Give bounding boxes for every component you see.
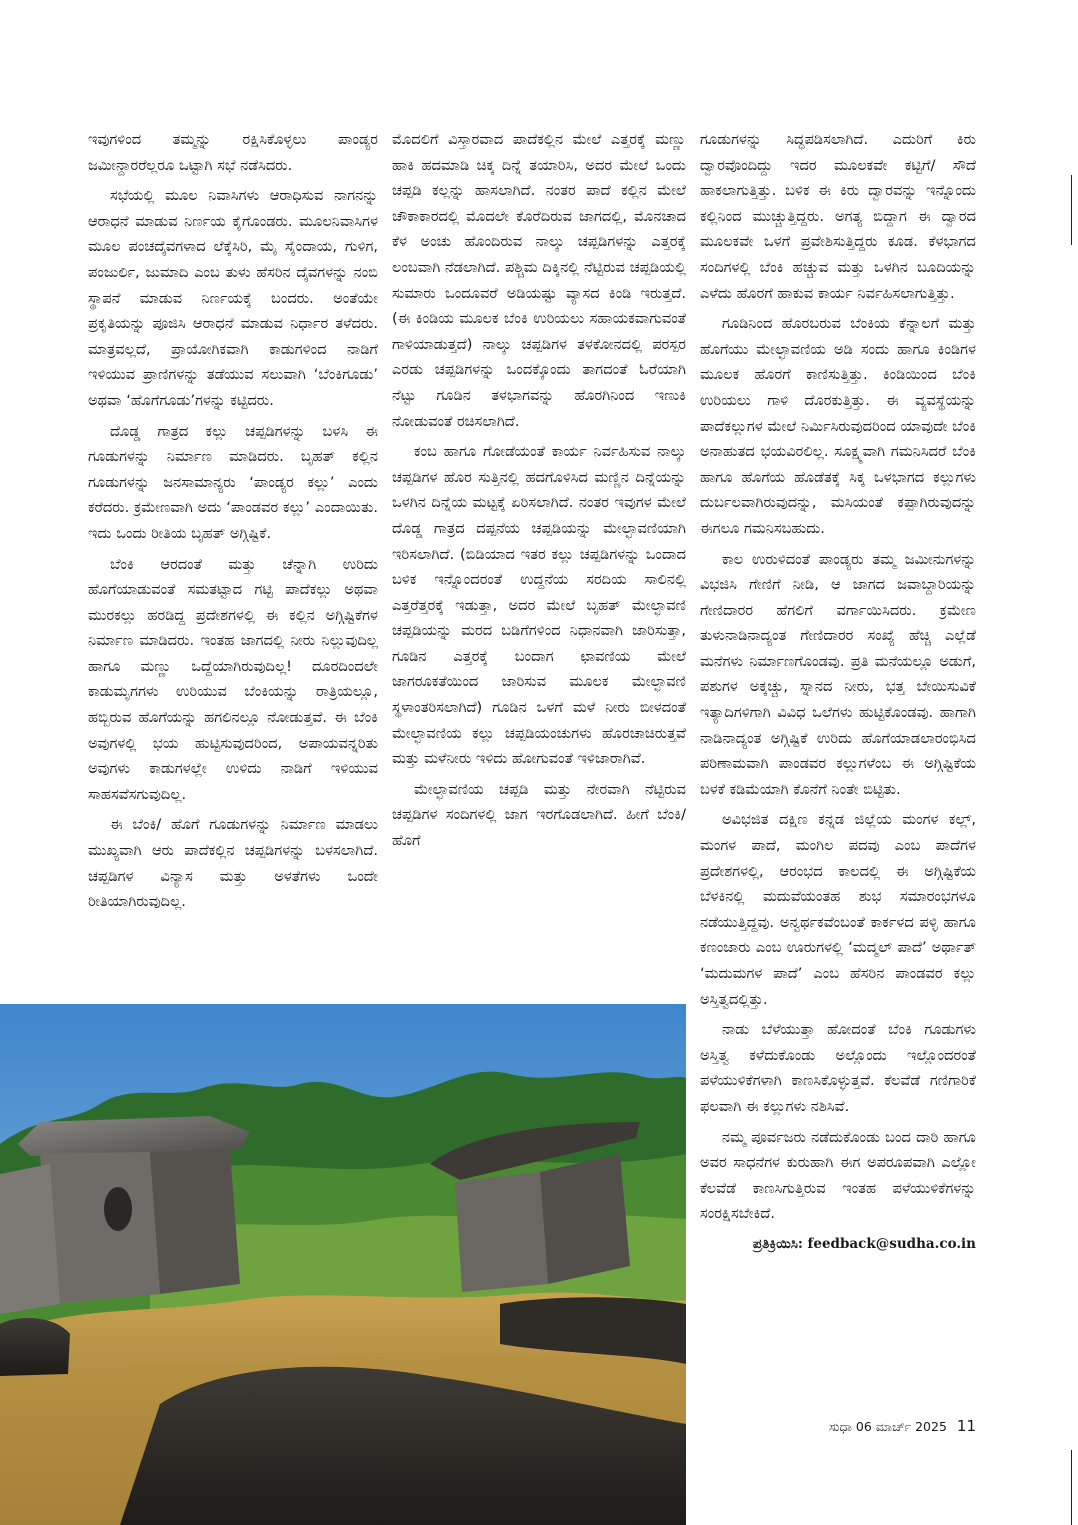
paragraph: ಈ ಬೆಂಕಿ/ ಹೊಗೆ ಗೂಡುಗಳನ್ನು ನಿರ್ಮಾಣ ಮಾಡಲು ಮುಖ್ಯವಾಗಿ ಆರು ಪಾದೆಕಲ್ಲಿನ ಚಪ್ಪಡಿಗಳನ್ನು ಬಳಸಲಾಗಿದೆ. ಚಪ್ಪಡಿಗಳ ವಿನ್ಯಾಸ ಮತ್ತು ಅಳತೆಗಳು ಒಂದೇ ರೀತಿಯಾಗಿರುವುದಿಲ್ಲ. [88,816,378,911]
paragraph: ಕಾಲ ಉರುಳಿದಂತೆ ಪಾಂಡ್ಯರು ತಮ್ಮ ಜಮೀನುಗಳನ್ನು ವಿಭಜಿಸಿ ಗೇಣಿಗೆ ನೀಡಿ, ಆ ಜಾಗದ ಜವಾಬ್ದಾರಿಯನ್ನು ಗೇಣಿದಾರರ ಹೆಗಲಿಗೆ ವರ್ಗಾಯಿಸಿದರು. ಕ್ರಮೇಣ ತುಳುನಾಡಿನಾದ್ಯಂತ ಗೇಣಿದಾರರ ಸಂಖ್ಯೆ ಹೆಚ್ಚಿ ಎಲ್ಲೆಡೆ ಮನೆಗಳು ನಿರ್ಮಾಣಗೊಂಡವು. ಪ್ರತಿ ಮನೆಯಲ್ಲೂ ಅಡುಗೆ, ಪಶುಗಳ ಅಕ್ಕಚ್ಚು, ಸ್ನಾನದ ನೀರು, ಭತ್ತ ಬೇಯಿಸುವಿಕೆ ಇತ್ಯಾದಿಗಳಿಗಾಗಿ ವಿವಿಧ ಒಲೆಗಳು ಹುಟ್ಟಿಕೊಂಡವು. ಹಾಗಾಗಿ ನಾಡಿನಾದ್ಯಂತ ಅಗ್ಗಿಷ್ಟಿಕೆ ಉರಿದು ಹೊಗೆಯಾಡಲಾರಂಭಿಸಿದ ಪರಿಣಾಮವಾಗಿ ಪಾಂಡವರ ಕಲ್ಲುಗಳೆಂಬ ಈ ಅಗ್ಗಿಷ್ಟಿಕೆಯ ಬಳಕೆ ಕಡಿಮೆಯಾಗಿ ಕೊನೆಗೆ ನಿಂತೇ ಬಿಟ್ಟಿತು. [700,550,976,798]
paragraph: ದೊಡ್ಡ ಗಾತ್ರದ ಕಲ್ಲು ಚಪ್ಪಡಿಗಳನ್ನು ಬಳಸಿ ಈ ಗೂಡುಗಳನ್ನು ನಿರ್ಮಾಣ ಮಾಡಿದರು. ಬೃಹತ್ ಕಲ್ಲಿನ ಗೂಡುಗಳನ್ನು ಜನಸಾಮಾನ್ಯರು ‘ಪಾಂಡ್ಯರ ಕಲ್ಲು’ ಎಂದು ಕರೆದರು. ಕ್ರಮೇಣವಾಗಿ ಅದು ‘ಪಾಂಡವರ ಕಲ್ಲು’ ಎಂದಾಯಿತು. ಇದು ಒಂದು ರೀತಿಯ ಬೃಹತ್ ಅಗ್ಗಿಷ್ಟಿಕೆ. [88,422,378,542]
magazine-date: ಸುಧಾ 06 ಮಾರ್ಚ್ 2025 [828,1419,947,1434]
article-column-3 [700,127,976,1258]
paragraph: ಬೆಂಕಿ ಆರದಂತೆ ಮತ್ತು ಚೆನ್ನಾಗಿ ಉರಿದು ಹೊಗೆಯಾಡುವಂತೆ ಸಮತಟ್ಟಾದ ಗಟ್ಟಿ ಪಾದೆಕಲ್ಲು ಅಥವಾ ಮುರಕಲ್ಲು ಹರಡಿದ್ದ ಪ್ರದೇಶಗಳಲ್ಲಿ ಈ ಕಲ್ಲಿನ ಅಗ್ಗಿಷ್ಟಿಕೆಗಳ ನಿರ್ಮಾಣ ಮಾಡಿದರು. ಇಂತಹ ಜಾಗದಲ್ಲಿ ನೀರು ನಿಲ್ಲುವುದಿಲ್ಲ ಹಾಗೂ ಮಣ್ಣು ಒದ್ದೆಯಾಗಿರುವುದಿಲ್ಲ! ದೂರದಿಂದಲೇ ಕಾಡುಮೃಗಗಳು ಉರಿಯುವ ಬೆಂಕಿಯನ್ನು ರಾತ್ರಿಯಲ್ಲೂ, ಹಬ್ಬಿರುವ ಹೊಗೆಯನ್ನು ಹಗಲಿನಲ್ಲೂ ನೋಡುತ್ತವೆ. ಈ ಬೆಂಕಿ ಅವುಗಳಲ್ಲಿ ಭಯ ಹುಟ್ಟಿಸುವುದರಿಂದ, ಅಪಾಯವನ್ನರಿತು ಅವುಗಳು ಕಾಡುಗಳಲ್ಲೇ ಉಳಿದು ನಾಡಿಗೆ ಇಳಿಯುವ ಸಾಹಸವೆಸಗುವುದಿಲ್ಲ. [88,555,378,803]
paragraph: ಇವುಗಳಿಂದ ತಮ್ಮನ್ನು ರಕ್ಷಿಸಿಕೊಳ್ಳಲು ಪಾಂಡ್ಯರ ಜಮೀನ್ದಾರರೆಲ್ಲರೂ ಒಟ್ಟಾಗಿ ಸಭೆ ನಡೆಸಿದರು. [88,131,378,174]
article-column-2 [392,127,686,859]
paragraph: ಮೊದಲಿಗೆ ವಿಸ್ತಾರವಾದ ಪಾದೆಕಲ್ಲಿನ ಮೇಲೆ ಎತ್ತರಕ್ಕೆ ಮಣ್ಣು ಹಾಕಿ ಹದಮಾಡಿ ಚಿಕ್ಕ ದಿನ್ನೆ ತಯಾರಿಸಿ, ಅದರ ಮೇಲೆ ಒಂದು ಚಪ್ಪಡಿ ಕಲ್ಲನ್ನು ಹಾಸಲಾಗಿದೆ. ನಂತರ ಪಾದೆ ಕಲ್ಲಿನ ಮೇಲೆ ಚೌಕಾಕಾರದಲ್ಲಿ ಮೊದಲೇ ಕೊರೆದಿರುವ ಜಾಗದಲ್ಲಿ, ಮೊನಚಾದ ಕೆಳ ಅಂಚು ಹೊಂದಿರುವ ನಾಲ್ಕು ಚಪ್ಪಡಿಗಳನ್ನು ಎತ್ತರಕ್ಕೆ ಲಂಬವಾಗಿ ನೆಡಲಾಗಿದೆ. ಪಶ್ಚಿಮ ದಿಕ್ಕಿನಲ್ಲಿ ನೆಟ್ಟಿರುವ ಚಪ್ಪಡಿಯಲ್ಲಿ ಸುಮಾರು ಒಂದೂವರೆ ಅಡಿಯಷ್ಟು ವ್ಯಾಸದ ಕಿಂಡಿ ಇರುತ್ತದೆ. (ಈ ಕಿಂಡಿಯ ಮೂಲಕ ಬೆಂಕಿ ಉರಿಯಲು ಸಹಾಯಕವಾಗುವಂತೆ ಗಾಳಿಯಾಡುತ್ತದೆ) ನಾಲ್ಕು ಚಪ್ಪಡಿಗಳ ತಳಕೋನದಲ್ಲಿ ಪರಸ್ಪರ ಎರಡು ಚಪ್ಪಡಿಗಳನ್ನು ಒಂದಕ್ಕೊಂದು ತಾಗದಂತೆ ಓರೆಯಾಗಿ ನೆಟ್ಟು ಗೂಡಿನ ತಳಭಾಗವನ್ನು ಹೊರಗಿನಿಂದ ಇಣುಕಿ ನೋಡುವಂತೆ ರಚಿಸಲಾಗಿದೆ. [392,131,686,430]
paragraph: ಮೇಲ್ಛಾವಣಿಯ ಚಪ್ಪಡಿ ಮತ್ತು ನೇರವಾಗಿ ನೆಟ್ಟಿರುವ ಚಪ್ಪಡಿಗಳ ಸಂದಿಗಳಲ್ಲಿ ಜಾಗ ಇರಗೊಡಲಾಗಿದೆ. ಹೀಗೆ ಬೆಂಕಿ/ಹೊಗೆ [392,780,686,850]
paragraph: ನಾಡು ಬೆಳೆಯುತ್ತಾ ಹೋದಂತೆ ಬೆಂಕಿ ಗೂಡುಗಳು ಅಸ್ತಿತ್ವ ಕಳೆದುಕೊಂಡು ಅಲ್ಲೊಂದು ಇಲ್ಲೊಂದರಂತೆ ಪಳೆಯುಳಿಕೆಗಳಾಗಿ ಕಾಣಸಿಕೊಳ್ಳುತ್ತವೆ. ಕೆಲವೆಡೆ ಗಣಿಗಾರಿಕೆ ಫಲವಾಗಿ ಈ ಕಲ್ಲುಗಳು ನಶಿಸಿವೆ. [700,1021,976,1115]
crop-mark [1071,1450,1072,1525]
paragraph: ಅವಿಭಜಿತ ದಕ್ಷಿಣ ಕನ್ನಡ ಜಿಲ್ಲೆಯ ಮಂಗಳ ಕಲ್ಲ್, ಮಂಗಳ ಪಾದೆ, ಮಂಗಿಲ ಪದವು ಎಂಬ ಪಾದೆಗಳ ಪ್ರದೇಶಗಳಲ್ಲಿ, ಆರಂಭದ ಕಾಲದಲ್ಲಿ ಈ ಅಗ್ಗಿಷ್ಟಿಕೆಯ ಬೆಳಕಿನಲ್ಲಿ ಮದುವೆಯಂತಹ ಶುಭ ಸಮಾರಂಭಗಳೂ ನಡೆಯುತ್ತಿದ್ದವು. ಅನ್ವರ್ಥಕವೆಂಬಂತೆ ಕಾರ್ಕಳದ ಪಳ್ಳಿ ಹಾಗೂ ಕಣಂಜಾರು ಎಂಬ ಊರುಗಳಲ್ಲಿ ‘ಮದ್ಮಲ್ ಪಾದೆ’ ಅರ್ಥಾತ್ ‘ಮದುಮಗಳ ಪಾದೆ’ ಎಂಬ ಹೆಸರಿನ ಪಾಂಡವರ ಕಲ್ಲು ಅಸ್ತಿತ್ವದಲ್ಲಿತ್ತು. [700,811,976,1008]
paragraph: ಕಂಬ ಹಾಗೂ ಗೋಡೆಯಂತೆ ಕಾರ್ಯ ನಿರ್ವಹಿಸುವ ನಾಲ್ಕು ಚಪ್ಪಡಿಗಳ ಹೊರ ಸುತ್ತಿನಲ್ಲಿ ಹದಗೊಳಿಸಿದ ಮಣ್ಣಿನ ದಿನ್ನೆಯನ್ನು ಒಳಗಿನ ದಿನ್ನೆಯ ಮಟ್ಟಕ್ಕೆ ಏರಿಸಲಾಗಿದೆ. ನಂತರ ಇವುಗಳ ಮೇಲೆ ದೊಡ್ಡ ಗಾತ್ರದ ದಪ್ಪನೆಯ ಚಪ್ಪಡಿಯನ್ನು ಮೇಲ್ಛಾವಣಿಯಾಗಿ ಇರಿಸಲಾಗಿದೆ. (ಬಿಡಿಯಾದ ಇತರ ಕಲ್ಲು ಚಪ್ಪಡಿಗಳನ್ನು ಒಂದಾದ ಬಳಿಕ ಇನ್ನೊಂದರಂತೆ ಉದ್ದನೆಯ ಸರದಿಯ ಸಾಲಿನಲ್ಲಿ ಎತ್ತರೆತ್ತರಕ್ಕೆ ಇಡುತ್ತಾ, ಅದರ ಮೇಲೆ ಬೃಹತ್ ಮೇಲ್ಛಾವಣಿ ಚಪ್ಪಡಿಯನ್ನು ಮರದ ಬಡಿಗೆಗಳಿಂದ ನಿಧಾನವಾಗಿ ಜಾರಿಸುತ್ತಾ, ಗೂಡಿನ ಎತ್ತರಕ್ಕೆ ಬಂದಾಗ ಛಾವಣಿಯ ಮೇಲೆ ಜಾಗರೂಕತೆಯಿಂದ ಜಾರಿಸುವ ಮೂಲಕ ಮೇಲ್ಛಾವಣಿ ಸ್ಥಳಾಂತರಿಸಲಾಗಿದೆ) ಗೂಡಿನ ಒಳಗೆ ಮಳೆ ನೀರು ಬೀಳದಂತೆ ಮೇಲ್ಛಾವಣಿಯ ಕಲ್ಲು ಚಪ್ಪಡಿಯಂಚುಗಳು ಹೊರಚಾಚಿರುತ್ತವೆ ಮತ್ತು ಮಳೆನೀರು ಇಳಿದು ಹೋಗುವಂತೆ ಇಳಿಜಾರಾಗಿವೆ. [392,443,686,768]
paragraph: ನಮ್ಮ ಪೂರ್ವಜರು ನಡೆದುಕೊಂಡು ಬಂದ ದಾರಿ ಹಾಗೂ ಅವರ ಸಾಧನೆಗಳ ಕುರುಹಾಗಿ ಈಗ ಅಪರೂಪವಾಗಿ ಎಲ್ಲೋ ಕೆಲವೆಡೆ ಕಾಣಸಿಗುತ್ತಿರುವ ಇಂತಹ ಪಳೆಯುಳಿಕೆಗಳನ್ನು ಸಂರಕ್ಷಿಸಬೇಕಿದೆ. [700,1128,976,1223]
paragraph: ಸಭೆಯಲ್ಲಿ ಮೂಲ ನಿವಾಸಿಗಳು ಆರಾಧಿಸುವ ನಾಗನನ್ನು ಆರಾಧನೆ ಮಾಡುವ ನಿರ್ಣಯ ಕೈಗೊಂಡರು. ಮೂಲನಿವಾಸಿಗಳ ಮೂಲ ಪಂಚದೈವಗಳಾದ ಲೆಕ್ಕೆಸಿರಿ, ಮೈ ಸೈಂದಾಯ, ಗುಳಿಗ, ಪಂಜುರ್ಲಿ, ಜುಮಾದಿ ಎಂಬ ತುಳು ಹೆಸರಿನ ದೈವಗಳನ್ನು ನಂಬಿ ಸ್ಥಾಪನೆ ಮಾಡುವ ನಿರ್ಣಯಕ್ಕೆ ಬಂದರು. ಅಂತೆಯೇ ಪ್ರಕೃತಿಯನ್ನು ಪೂಜಿಸಿ ಆರಾಧನೆ ಮಾಡುವ ನಿರ್ಧಾರ ತಳೆದರು. ಮಾತ್ರವಲ್ಲದೆ, ಪ್ರಾಯೋಗಿಕವಾಗಿ ಕಾಡುಗಳಿಂದ ನಾಡಿಗೆ ಇಳಿಯುವ ಪ್ರಾಣಿಗಳನ್ನು ತಡೆಯುವ ಸಲುವಾಗಿ ‘ಬೆಂಕಿಗೂಡು’ ಅಥವಾ ‘ಹೊಗೆಗೂಡು’ಗಳನ್ನು ಕಟ್ಟಿದರು. [88,187,378,409]
feedback-line: ಪ್ರತಿಕ್ರಿಯಿಸಿ: feedback@sudha.co.in [752,1235,976,1252]
page-footer [826,1417,976,1435]
paragraph: ಗೂಡುಗಳನ್ನು ಸಿದ್ಧಪಡಿಸಲಾಗಿದೆ. ಎದುರಿಗೆ ಕಿರು ದ್ವಾರವೊಂದಿದ್ದು ಇದರ ಮೂಲಕವೇ ಕಟ್ಟಿಗೆ/ ಸೌದೆ ಹಾಕಲಾಗುತ್ತಿತ್ತು. ಬಳಿಕ ಈ ಕಿರು ದ್ವಾರವನ್ನು ಇನ್ನೊಂದು ಕಲ್ಲಿನಿಂದ ಮುಚ್ಚುತ್ತಿದ್ದರು. ಅಗತ್ಯ ಬಿದ್ದಾಗ ಈ ದ್ವಾರದ ಮೂಲಕವೇ ಒಳಗೆ ಪ್ರವೇಶಿಸುತ್ತಿದ್ದರು ಕೂಡ. ಕೆಳಭಾಗದ ಸಂದಿಗಳಲ್ಲಿ ಬೆಂಕಿ ಹಚ್ಚುವ ಮತ್ತು ಒಳಗಿನ ಬೂದಿಯನ್ನು ಎಳೆದು ಹೊರಗೆ ಹಾಕುವ ಕಾರ್ಯ ನಿರ್ವಹಿಸಲಾಗುತ್ತಿತ್ತು. [700,131,976,302]
page-number: 11 [956,1417,976,1435]
dolmen-photo [0,1004,686,1525]
article-column-1 [88,127,378,920]
paragraph: ಗೂಡಿನಿಂದ ಹೊರಬರುವ ಬೆಂಕಿಯ ಕೆನ್ನಾಲಗೆ ಮತ್ತು ಹೊಗೆಯು ಮೇಲ್ಛಾವಣಿಯ ಅಡಿ ಸಂದು ಹಾಗೂ ಕಿಂಡಿಗಳ ಮೂಲಕ ಹೊರಗೆ ಕಾಣಿಸುತ್ತಿತ್ತು. ಕಿಂಡಿಯಿಂದ ಬೆಂಕಿ ಉರಿಯಲು ಗಾಳಿ ದೊರಕುತ್ತಿತ್ತು. ಈ ವ್ಯವಸ್ಥೆಯನ್ನು ಪಾದೆಕಲ್ಲುಗಳ ಮೇಲೆ ನಿರ್ಮಿಸಿರುವುದರಿಂದ ಯಾವುದೇ ಬೆಂಕಿ ಅನಾಹುತದ ಭಯವಿರಲಿಲ್ಲ. ಸೂಕ್ಷ್ಮವಾಗಿ ಗಮನಿಸಿದರೆ ಬೆಂಕಿ ಹಾಗೂ ಹೊಗೆಯ ಹೊಡೆತಕ್ಕೆ ಸಿಕ್ಕ ಒಳಭಾಗದ ಕಲ್ಲುಗಳು ದುರ್ಬಲವಾಗಿರುವುದನ್ನು, ಮಸಿಯಂತೆ ಕಪ್ಪಾಗಿರುವುದನ್ನು ಈಗಲೂ ಗಮನಿಸಬಹುದು. [700,315,976,537]
crop-mark [1071,175,1072,245]
